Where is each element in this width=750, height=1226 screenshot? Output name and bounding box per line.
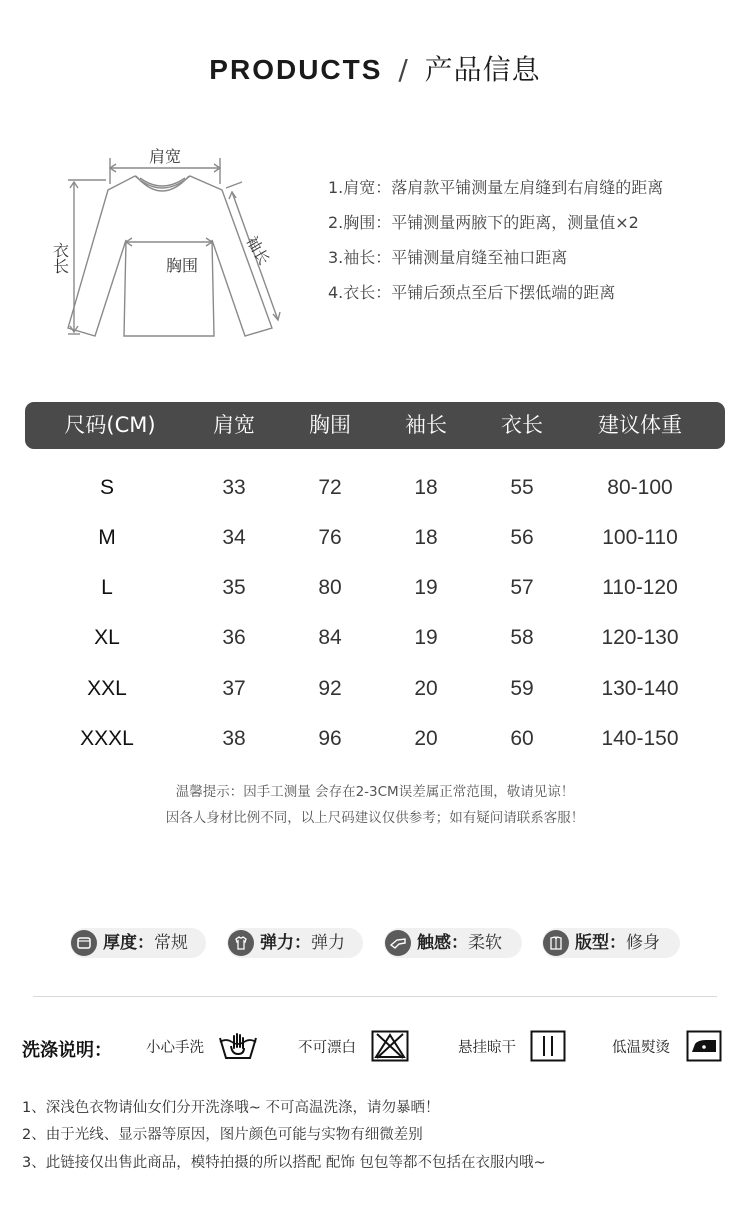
table-row — [25, 563, 725, 613]
attribute-value: 弹力 — [311, 933, 345, 953]
hang-dry-icon — [530, 1030, 566, 1062]
header-chest: 胸围 — [309, 413, 351, 437]
wash-item-hang-dry — [458, 1030, 578, 1062]
cell-shoulder: 33 — [222, 476, 246, 499]
cell-weight: 110-120 — [602, 576, 678, 599]
low-iron-icon — [686, 1030, 722, 1062]
attribute-fit — [542, 928, 680, 958]
table-row — [25, 513, 725, 563]
diagram-length-label: 衣长 — [50, 242, 70, 274]
cell-length: 58 — [510, 626, 534, 649]
care-note: 2、由于光线、显示器等原因，图片颜色可能与实物有细微差别 — [22, 1127, 423, 1143]
tip-measurement-error: 温馨提示：因手工测量 会存在2-3CM误差属正常范围，敬请见谅！ — [175, 784, 575, 800]
cell-length: 59 — [510, 677, 534, 700]
cell-sleeve: 20 — [414, 727, 438, 750]
hand-wash-icon — [216, 1030, 260, 1062]
attribute-thickness — [70, 928, 206, 958]
cell-length: 56 — [510, 526, 534, 549]
note-sleeve: 3.袖长：平铺测量肩缝至袖口距离 — [328, 248, 568, 267]
fit-icon — [543, 930, 569, 956]
title-cn: 产品信息 — [424, 53, 541, 86]
wash-item-low-iron — [612, 1030, 732, 1062]
cell-shoulder: 34 — [222, 526, 246, 549]
header-length: 衣长 — [501, 413, 543, 437]
diagram-sleeve-label: 袖长 — [242, 233, 274, 268]
cell-size: L — [101, 576, 113, 599]
attribute-touch — [384, 928, 522, 958]
header-shoulder: 肩宽 — [213, 413, 255, 437]
wash-label: 小心手洗 — [146, 1040, 204, 1056]
care-note: 1、深浅色衣物请仙女们分开洗涤哦~ 不可高温洗涤，请勿暴晒！ — [22, 1100, 440, 1116]
diagram-chest-label: 胸围 — [165, 256, 199, 275]
table-row — [25, 613, 725, 663]
cell-chest: 96 — [318, 727, 342, 750]
cell-sleeve: 19 — [414, 626, 438, 649]
cell-weight: 140-150 — [601, 727, 679, 750]
cell-size: XL — [94, 626, 120, 649]
care-note: 3、此链接仅出售此商品，模特拍摄的所以搭配 配饰 包包等都不包括在衣服内哦~ — [22, 1155, 546, 1171]
cell-sleeve: 20 — [414, 677, 438, 700]
attribute-label: 触感： — [417, 933, 468, 953]
cell-chest: 72 — [318, 476, 342, 499]
wash-title: 洗涤说明： — [22, 1040, 112, 1061]
cell-length: 55 — [510, 476, 534, 499]
cell-chest: 92 — [318, 677, 342, 700]
wash-item-hand-wash — [146, 1030, 266, 1062]
cell-shoulder: 38 — [222, 727, 246, 750]
cell-sleeve: 18 — [414, 476, 438, 499]
header-weight: 建议体重 — [598, 413, 682, 437]
title-en: PRODUCTS — [209, 54, 383, 85]
table-row — [25, 664, 725, 714]
cell-chest: 84 — [318, 626, 342, 649]
attribute-value: 柔软 — [468, 933, 502, 953]
wash-label: 悬挂晾干 — [458, 1040, 516, 1056]
cell-length: 60 — [510, 727, 534, 750]
table-row — [25, 463, 725, 513]
cell-chest: 80 — [318, 576, 342, 599]
cell-shoulder: 36 — [222, 626, 246, 649]
table-row — [25, 714, 725, 764]
measurement-diagram — [40, 140, 290, 350]
page-title — [0, 48, 750, 88]
title-separator: / — [398, 53, 409, 86]
tip-size-reference: 因各人身材比例不同，以上尺码建议仅供参考；如有疑问请联系客服！ — [165, 810, 585, 826]
elasticity-icon — [228, 930, 254, 956]
attribute-value: 修身 — [626, 933, 660, 953]
attribute-label: 版型： — [575, 933, 626, 953]
cell-weight: 120-130 — [601, 626, 679, 649]
wash-label: 不可漂白 — [298, 1040, 356, 1056]
cell-size: XXL — [87, 677, 127, 700]
diagram-shoulder-label: 肩宽 — [148, 147, 182, 166]
header-size: 尺码(CM) — [64, 413, 156, 437]
cell-size: S — [99, 476, 114, 499]
size-table-header — [25, 402, 725, 449]
attribute-label: 厚度： — [103, 933, 154, 953]
attribute-elasticity — [227, 928, 363, 958]
cell-weight: 80-100 — [607, 476, 673, 499]
note-length: 4.衣长：平铺后颈点至后下摆低端的距离 — [328, 283, 616, 302]
fabric-attributes — [70, 928, 710, 960]
cell-size: XXXL — [80, 727, 134, 750]
note-chest: 2.胸围：平铺测量两腋下的距离，测量值×2 — [328, 213, 639, 232]
thickness-icon — [71, 930, 97, 956]
cell-weight: 130-140 — [601, 677, 679, 700]
measurement-notes — [328, 178, 738, 318]
touch-icon — [385, 930, 411, 956]
attribute-label: 弹力： — [260, 933, 311, 953]
cell-length: 57 — [510, 576, 534, 599]
header-sleeve: 袖长 — [405, 413, 447, 437]
section-divider — [33, 996, 717, 997]
note-shoulder: 1.肩宽：落肩款平铺测量左肩缝到右肩缝的距离 — [328, 178, 664, 197]
cell-shoulder: 35 — [222, 576, 246, 599]
sweater-outline-icon — [40, 140, 290, 350]
attribute-value: 常规 — [154, 933, 188, 953]
wash-item-no-bleach — [298, 1030, 418, 1062]
cell-size: M — [98, 526, 116, 549]
wash-label: 低温熨烫 — [612, 1040, 670, 1056]
cell-chest: 76 — [318, 526, 342, 549]
cell-weight: 100-110 — [602, 526, 678, 549]
cell-shoulder: 37 — [222, 677, 246, 700]
no-bleach-icon — [371, 1030, 409, 1062]
cell-sleeve: 18 — [414, 526, 438, 549]
cell-sleeve: 19 — [414, 576, 438, 599]
